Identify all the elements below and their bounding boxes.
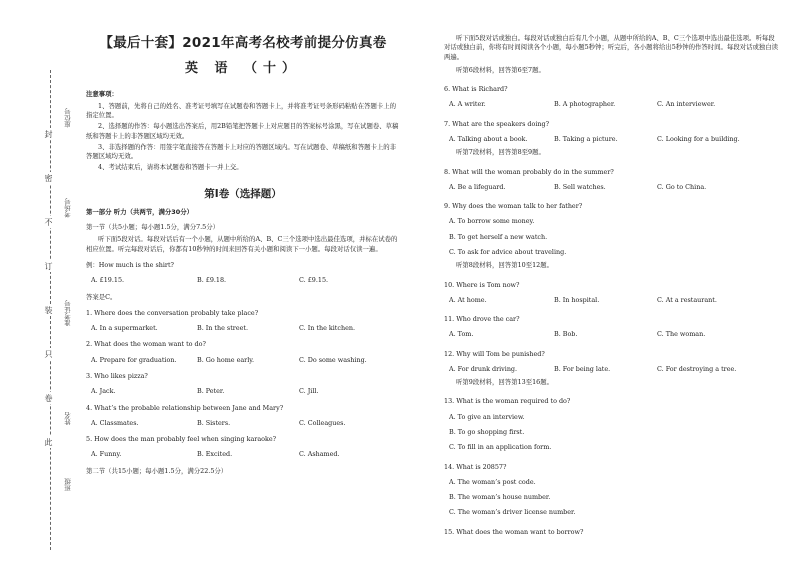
notes-heading: 注意事项：	[86, 90, 118, 99]
option: A. At home.	[449, 295, 487, 304]
seal-char: 此	[44, 438, 53, 446]
seal-char: 装	[44, 306, 53, 314]
option: B. Peter.	[197, 387, 225, 396]
section-title: 第二节（共15小题；每小题1.5分，满分22.5分）	[86, 466, 228, 475]
option-row	[86, 324, 400, 333]
option: C. For destroying a tree.	[657, 364, 737, 373]
example-answer: 答案是C。	[86, 292, 117, 301]
option: B. Excited.	[197, 450, 233, 459]
option-stack	[444, 217, 780, 257]
option: A. Tom.	[449, 330, 474, 339]
left-column	[86, 34, 400, 476]
question: 11. Who drove the car?	[444, 315, 520, 324]
option: A. To give an interview.	[449, 412, 525, 421]
option-row	[86, 450, 400, 459]
note-item: 4、考试结束后，请将本试题卷和答题卡一并上交。	[98, 163, 243, 172]
option: C. An interviewer.	[657, 100, 716, 109]
option: B. The woman’s house number.	[449, 493, 551, 502]
option-row	[444, 296, 780, 305]
option: C. At a restaurant.	[657, 295, 717, 304]
seal-char: 不	[44, 218, 53, 226]
question: 3. Who likes pizza?	[86, 371, 148, 380]
exam-room-field: 考场号	[64, 198, 72, 218]
option: C. The woman’s driver license number.	[449, 508, 576, 517]
question: 15. What does the woman want to borrow?	[444, 527, 584, 536]
option: A. Prepare for graduation.	[91, 355, 177, 364]
note-item: 2、选择题的作答：每小题选出答案后，用2B铅笔把答题卡上对应题目的答案标号涂黑，写在试题卷、草稿纸和答题卡上的非答题区域均无效。	[86, 122, 399, 140]
option: C. To fill in an application form.	[449, 443, 552, 452]
option: C. Looking for a building.	[657, 134, 740, 143]
option: A. Jack.	[91, 387, 116, 396]
option: B. £9.18.	[197, 276, 227, 285]
option-row	[86, 356, 400, 365]
seal-char: 订	[44, 262, 53, 270]
option-stack	[444, 478, 780, 518]
option: B. A photographer.	[554, 100, 616, 109]
option-stack	[444, 413, 780, 453]
option-row	[444, 365, 780, 374]
seal-char: 封	[44, 130, 53, 138]
option: C. Go to China.	[657, 182, 707, 191]
option-row	[86, 387, 400, 396]
option: C. In the kitchen.	[299, 324, 356, 333]
option: B. Bob.	[554, 330, 578, 339]
option: A. £19.15.	[91, 276, 125, 285]
question: 6. What is Richard?	[444, 85, 508, 94]
volume-title: 第Ⅰ卷（选择题）	[204, 187, 282, 200]
option: C. Do some washing.	[299, 355, 367, 364]
section-instructions: 听下面5段对话。每段对话后有一个小题，从题中所给的A、B、C三个选项中选出最佳选项，并标在试卷的相应位置。听完每段对话后，你都有10秒钟的时间来回答有关小题和阅读下一小题。每段对话仅读一遍。	[86, 235, 398, 253]
option: B. For being late.	[554, 364, 611, 373]
option: C. £9.15.	[299, 276, 329, 285]
part-title: 第一部分 听力（共两节，满分30分）	[86, 207, 193, 216]
question: 2. What does the woman want to do?	[86, 340, 206, 349]
option: A. In a supermarket.	[91, 324, 158, 333]
exam-title: 【最后十套】2021年高考名校考前提分仿真卷	[99, 35, 387, 51]
example-options	[86, 276, 400, 285]
option: B. Go home early.	[197, 355, 255, 364]
question: 12. Why will Tom be punished?	[444, 349, 545, 358]
seal-char: 卷	[44, 394, 53, 402]
seal-char: 密	[44, 174, 53, 182]
section-title: 第一节（共5小题；每小题1.5分，满分7.5分）	[86, 223, 220, 232]
right-column	[444, 34, 780, 537]
option: A. Classmates.	[91, 418, 139, 427]
class-field: 班级	[64, 478, 72, 491]
question: 13. What is the woman required to do?	[444, 397, 571, 406]
option: B. In the street.	[197, 324, 248, 333]
option-row	[444, 100, 780, 109]
option: C. Ashamed.	[299, 450, 340, 459]
material-instruction: 听第7段材料，回答第8至9题。	[456, 148, 545, 157]
question: 5. How does the man probably feel when singing karaoke?	[86, 435, 277, 444]
question: 14. What is 20857?	[444, 462, 507, 471]
option: B. To get herself a new watch.	[449, 232, 548, 241]
option: B. To go shopping first.	[449, 428, 525, 437]
note-item: 1、答题前，先将自己的姓名、准考证号填写在试题卷和答题卡上，并将准考证号条形码粘贴在答题卡上的指定位置。	[86, 101, 397, 119]
option: A. The woman’s post code.	[449, 477, 536, 486]
option: B. In hospital.	[554, 295, 600, 304]
option-row	[86, 419, 400, 428]
seal-char: 只	[44, 350, 53, 358]
seat-number-field: 座位号	[64, 108, 72, 128]
question: 9. Why does the woman talk to her father?	[444, 202, 583, 211]
option: C. To ask for advice about traveling.	[449, 247, 567, 256]
question: 4. What’s the probable relationship between Jane and Mary?	[86, 403, 284, 412]
option: C. The woman.	[657, 330, 706, 339]
option: A. A writer.	[449, 100, 486, 109]
option: C. Colleagues.	[299, 418, 346, 427]
question: 1. Where does the conversation probably take place?	[86, 308, 259, 317]
option: A. Funny.	[91, 450, 122, 459]
option: B. Taking a picture.	[554, 134, 618, 143]
exam-subject: 英 语 （十）	[184, 60, 302, 76]
question: 7. What are the speakers doing?	[444, 119, 549, 128]
material-instruction: 听第6段材料，回答第6至7题。	[456, 65, 545, 74]
option: A. Talking about a book.	[449, 134, 528, 143]
question: 8. What will the woman probably do in the summer?	[444, 167, 614, 176]
option: A. To borrow some money.	[449, 217, 535, 226]
admission-number-field: 准考证号	[64, 300, 72, 326]
note-item: 3、非选择题的作答：用签字笔直接答在答题卡上对应的答题区域内。写在试题卷、草稿纸和答题卡上的非答题区域均无效。	[86, 142, 397, 161]
option: A. For drunk driving.	[449, 364, 518, 373]
material-instruction: 听第9段材料，回答第13至16题。	[456, 378, 554, 387]
option: A. Be a lifeguard.	[449, 182, 506, 191]
option: B. Sell watches.	[554, 182, 606, 191]
option-row	[444, 183, 780, 192]
section-instructions: 听下面5段对话或独白。每段对话或独白后有几个小题，从题中所给的A、B、C三个选项中选出最佳选项。听每段对话或独白前，你将有时间阅读各个小题，每小题5秒钟；听完后，各小题将给出5秒钟的作答时间。每段对话或独白读两遍。	[444, 34, 779, 61]
binding-margin	[0, 0, 80, 562]
option-row	[444, 135, 780, 144]
question: 10. Where is Tom now?	[444, 280, 520, 289]
name-field: 姓名	[64, 412, 72, 425]
example-question: 例：How much is the shirt?	[86, 261, 174, 269]
material-instruction: 听第8段材料，回答第10至12题。	[456, 261, 554, 270]
option: C. Jill.	[299, 387, 319, 396]
option: B. Sisters.	[197, 418, 231, 427]
option-row	[444, 330, 780, 339]
